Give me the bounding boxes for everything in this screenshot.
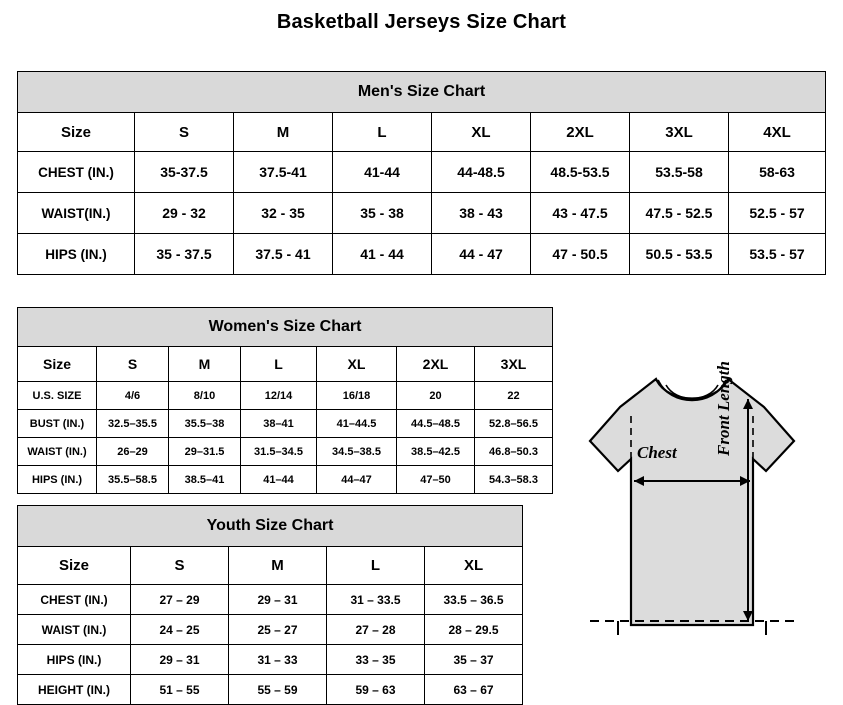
table-cell: 41–44 xyxy=(241,466,317,494)
table-cell: 28 – 29.5 xyxy=(425,615,523,645)
row-label: U.S. SIZE xyxy=(18,382,97,410)
table-cell: 29–31.5 xyxy=(169,438,241,466)
table-cell: 25 – 27 xyxy=(229,615,327,645)
womens-size-chart-table xyxy=(17,307,553,494)
table-cell: 33 – 35 xyxy=(327,645,425,675)
womens-header-cell: Size xyxy=(18,347,97,382)
table-cell: 52.5 - 57 xyxy=(729,193,826,234)
youth-header-cell: L xyxy=(327,547,425,585)
table-cell: 35 – 37 xyxy=(425,645,523,675)
row-label: CHEST (IN.) xyxy=(18,585,131,615)
table-cell: 20 xyxy=(397,382,475,410)
table-cell: 41-44 xyxy=(333,152,432,193)
jersey-measurement-diagram xyxy=(548,363,836,685)
table-cell: 41–44.5 xyxy=(317,410,397,438)
table-row xyxy=(18,382,553,410)
mens-header-cell: Size xyxy=(18,113,135,152)
youth-header-cell: M xyxy=(229,547,327,585)
table-cell: 38 - 43 xyxy=(432,193,531,234)
mens-chart-title-row xyxy=(18,72,826,113)
table-cell: 47 - 50.5 xyxy=(531,234,630,275)
youth-size-chart-table xyxy=(17,505,523,705)
table-cell: 44 - 47 xyxy=(432,234,531,275)
table-cell: 35 - 37.5 xyxy=(135,234,234,275)
table-cell: 37.5 - 41 xyxy=(234,234,333,275)
table-cell: 54.3–58.3 xyxy=(475,466,553,494)
table-cell: 22 xyxy=(475,382,553,410)
table-cell: 47.5 - 52.5 xyxy=(630,193,729,234)
table-cell: 37.5-41 xyxy=(234,152,333,193)
mens-header-cell: 4XL xyxy=(729,113,826,152)
table-cell: 8/10 xyxy=(169,382,241,410)
youth-header-cell: XL xyxy=(425,547,523,585)
womens-header-cell: M xyxy=(169,347,241,382)
table-cell: 16/18 xyxy=(317,382,397,410)
table-row xyxy=(18,675,523,705)
table-cell: 33.5 – 36.5 xyxy=(425,585,523,615)
womens-header-cell: 3XL xyxy=(475,347,553,382)
mens-header-cell: L xyxy=(333,113,432,152)
jersey-illustration-icon xyxy=(548,363,836,685)
row-label: HIPS (IN.) xyxy=(18,466,97,494)
row-label: WAIST(IN.) xyxy=(18,193,135,234)
table-cell: 44–47 xyxy=(317,466,397,494)
youth-header-cell: S xyxy=(131,547,229,585)
youth-chart-title: Youth Size Chart xyxy=(18,506,523,547)
table-cell: 58-63 xyxy=(729,152,826,193)
table-cell: 35-37.5 xyxy=(135,152,234,193)
table-cell: 41 - 44 xyxy=(333,234,432,275)
table-cell: 27 – 28 xyxy=(327,615,425,645)
table-cell: 53.5 - 57 xyxy=(729,234,826,275)
table-row xyxy=(18,410,553,438)
table-cell: 38–41 xyxy=(241,410,317,438)
table-row xyxy=(18,152,826,193)
womens-header-cell: L xyxy=(241,347,317,382)
womens-header-row xyxy=(18,347,553,382)
youth-header-cell: Size xyxy=(18,547,131,585)
womens-chart-title-row xyxy=(18,308,553,347)
table-row xyxy=(18,438,553,466)
table-cell: 31.5–34.5 xyxy=(241,438,317,466)
mens-header-cell: S xyxy=(135,113,234,152)
table-cell: 38.5–42.5 xyxy=(397,438,475,466)
table-cell: 47–50 xyxy=(397,466,475,494)
youth-header-row xyxy=(18,547,523,585)
womens-header-cell: S xyxy=(97,347,169,382)
row-label: CHEST (IN.) xyxy=(18,152,135,193)
table-cell: 29 – 31 xyxy=(131,645,229,675)
table-cell: 59 – 63 xyxy=(327,675,425,705)
table-cell: 31 – 33.5 xyxy=(327,585,425,615)
table-cell: 24 – 25 xyxy=(131,615,229,645)
table-row xyxy=(18,466,553,494)
table-cell: 31 – 33 xyxy=(229,645,327,675)
table-cell: 35.5–58.5 xyxy=(97,466,169,494)
mens-size-chart-table xyxy=(17,71,826,275)
table-cell: 46.8–50.3 xyxy=(475,438,553,466)
table-cell: 53.5-58 xyxy=(630,152,729,193)
table-cell: 43 - 47.5 xyxy=(531,193,630,234)
row-label: HIPS (IN.) xyxy=(18,234,135,275)
table-cell: 32.5–35.5 xyxy=(97,410,169,438)
table-cell: 50.5 - 53.5 xyxy=(630,234,729,275)
table-cell: 44-48.5 xyxy=(432,152,531,193)
table-row xyxy=(18,615,523,645)
mens-header-cell: 2XL xyxy=(531,113,630,152)
mens-chart-title: Men's Size Chart xyxy=(18,72,826,113)
table-row xyxy=(18,645,523,675)
table-row xyxy=(18,193,826,234)
mens-header-cell: XL xyxy=(432,113,531,152)
page-title: Basketball Jerseys Size Chart xyxy=(276,11,567,33)
table-cell: 48.5-53.5 xyxy=(531,152,630,193)
table-cell: 38.5–41 xyxy=(169,466,241,494)
mens-header-cell: M xyxy=(234,113,333,152)
table-cell: 29 – 31 xyxy=(229,585,327,615)
womens-header-cell: 2XL xyxy=(397,347,475,382)
row-label: HIPS (IN.) xyxy=(18,645,131,675)
table-cell: 32 - 35 xyxy=(234,193,333,234)
table-cell: 55 – 59 xyxy=(229,675,327,705)
row-label: WAIST (IN.) xyxy=(18,438,97,466)
table-cell: 51 – 55 xyxy=(131,675,229,705)
table-cell: 29 - 32 xyxy=(135,193,234,234)
table-cell: 4/6 xyxy=(97,382,169,410)
table-cell: 26–29 xyxy=(97,438,169,466)
table-cell: 52.8–56.5 xyxy=(475,410,553,438)
table-row xyxy=(18,585,523,615)
womens-header-cell: XL xyxy=(317,347,397,382)
youth-chart-title-row xyxy=(18,506,523,547)
table-row xyxy=(18,234,826,275)
row-label: HEIGHT (IN.) xyxy=(18,675,131,705)
table-cell: 35 - 38 xyxy=(333,193,432,234)
front-length-measurement-label: Front Length xyxy=(714,361,733,456)
chest-measurement-label: Chest xyxy=(637,443,677,462)
row-label: WAIST (IN.) xyxy=(18,615,131,645)
mens-header-cell: 3XL xyxy=(630,113,729,152)
table-cell: 63 – 67 xyxy=(425,675,523,705)
womens-chart-title: Women's Size Chart xyxy=(18,308,553,347)
table-cell: 12/14 xyxy=(241,382,317,410)
jersey-outline xyxy=(590,379,794,625)
table-cell: 44.5–48.5 xyxy=(397,410,475,438)
table-cell: 27 – 29 xyxy=(131,585,229,615)
table-cell: 35.5–38 xyxy=(169,410,241,438)
table-cell: 34.5–38.5 xyxy=(317,438,397,466)
mens-header-row xyxy=(18,113,826,152)
row-label: BUST (IN.) xyxy=(18,410,97,438)
